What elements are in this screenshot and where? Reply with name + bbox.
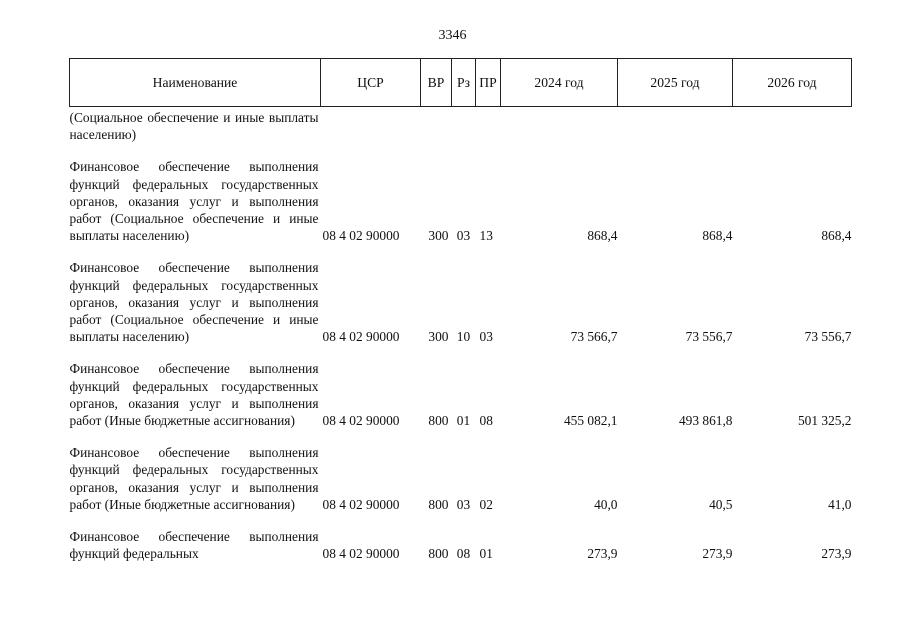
row-csr: 08 4 02 90000 [322, 496, 400, 512]
row-name: Финансовое обеспечение выполнения функций федеральных государственных органов, оказания услуг и выполнения работ (Социальное обеспечение и иные выплаты населению) [69, 260, 319, 345]
table-row [70, 513, 852, 562]
row-name: Финансовое обеспечение выполнения функций федеральных государственных органов, оказания услуг и выполнения работ (Иные бюджетные ассигнования) [69, 445, 319, 512]
header-2026: 2026 год [733, 59, 852, 107]
row-2024: 73 566,7 [570, 329, 618, 345]
row-2024: 868,4 [587, 228, 618, 244]
header-pr: ПР [476, 59, 501, 107]
row-csr: 08 4 02 90000 [322, 228, 400, 244]
table-body [70, 107, 852, 563]
row-vr: 300 [428, 329, 449, 345]
budget-table [69, 58, 852, 562]
header-rz: Рз [452, 59, 476, 107]
header-csr: ЦСР [321, 59, 421, 107]
row-2026: 41,0 [828, 496, 852, 512]
table-row [70, 143, 852, 244]
row-2024: 273,9 [587, 546, 618, 562]
row-vr: 800 [428, 413, 449, 429]
row-2025: 273,9 [702, 546, 733, 562]
row-rz: 08 [456, 546, 471, 562]
row-2026: 501 325,2 [797, 413, 852, 429]
row-rz: 01 [456, 413, 471, 429]
header-2025: 2025 год [618, 59, 733, 107]
row-csr: 08 4 02 90000 [322, 546, 400, 562]
row-rz: 10 [456, 329, 471, 345]
row-2025: 868,4 [702, 228, 733, 244]
row-2024: 40,0 [594, 496, 618, 512]
header-vr: ВР [421, 59, 452, 107]
table-row [70, 429, 852, 513]
row-name: Финансовое обеспечение выполнения функций федеральных государственных органов, оказания услуг и выполнения работ (Социальное обеспечение и иные выплаты населению) [69, 159, 319, 244]
continuation-row [70, 107, 852, 144]
table-row [70, 244, 852, 345]
header-name: Наименование [70, 59, 321, 107]
row-rz: 03 [456, 496, 471, 512]
row-pr: 08 [479, 413, 493, 429]
page-number: 3346 [438, 28, 467, 43]
row-vr: 800 [428, 546, 449, 562]
row-2026: 273,9 [821, 546, 852, 562]
row-vr: 800 [428, 496, 449, 512]
row-pr: 02 [479, 496, 493, 512]
row-2025: 493 861,8 [678, 413, 733, 429]
row-pr: 03 [479, 329, 493, 345]
row-2024: 455 082,1 [563, 413, 618, 429]
row-rz: 03 [456, 228, 471, 244]
row-csr: 08 4 02 90000 [322, 329, 400, 345]
row-2026: 73 556,7 [804, 329, 852, 345]
row-pr: 01 [479, 546, 493, 562]
row-csr: 08 4 02 90000 [322, 413, 400, 429]
row-name: Финансовое обеспечение выполнения функций федеральных государственных органов, оказания услуг и выполнения работ (Иные бюджетные ассигнования) [69, 361, 319, 429]
table-row [70, 345, 852, 429]
row-2025: 73 556,7 [685, 329, 733, 345]
row-vr: 300 [428, 228, 449, 244]
row-name: Финансовое обеспечение выполнения функций федеральных [69, 529, 319, 562]
row-2026: 868,4 [821, 228, 852, 244]
header-2024: 2024 год [501, 59, 618, 107]
table-header [70, 59, 852, 107]
row-pr: 13 [479, 228, 493, 244]
row-2025: 40,5 [709, 496, 733, 512]
row-name: (Социальное обеспечение и иные выплаты населению) [69, 110, 319, 143]
